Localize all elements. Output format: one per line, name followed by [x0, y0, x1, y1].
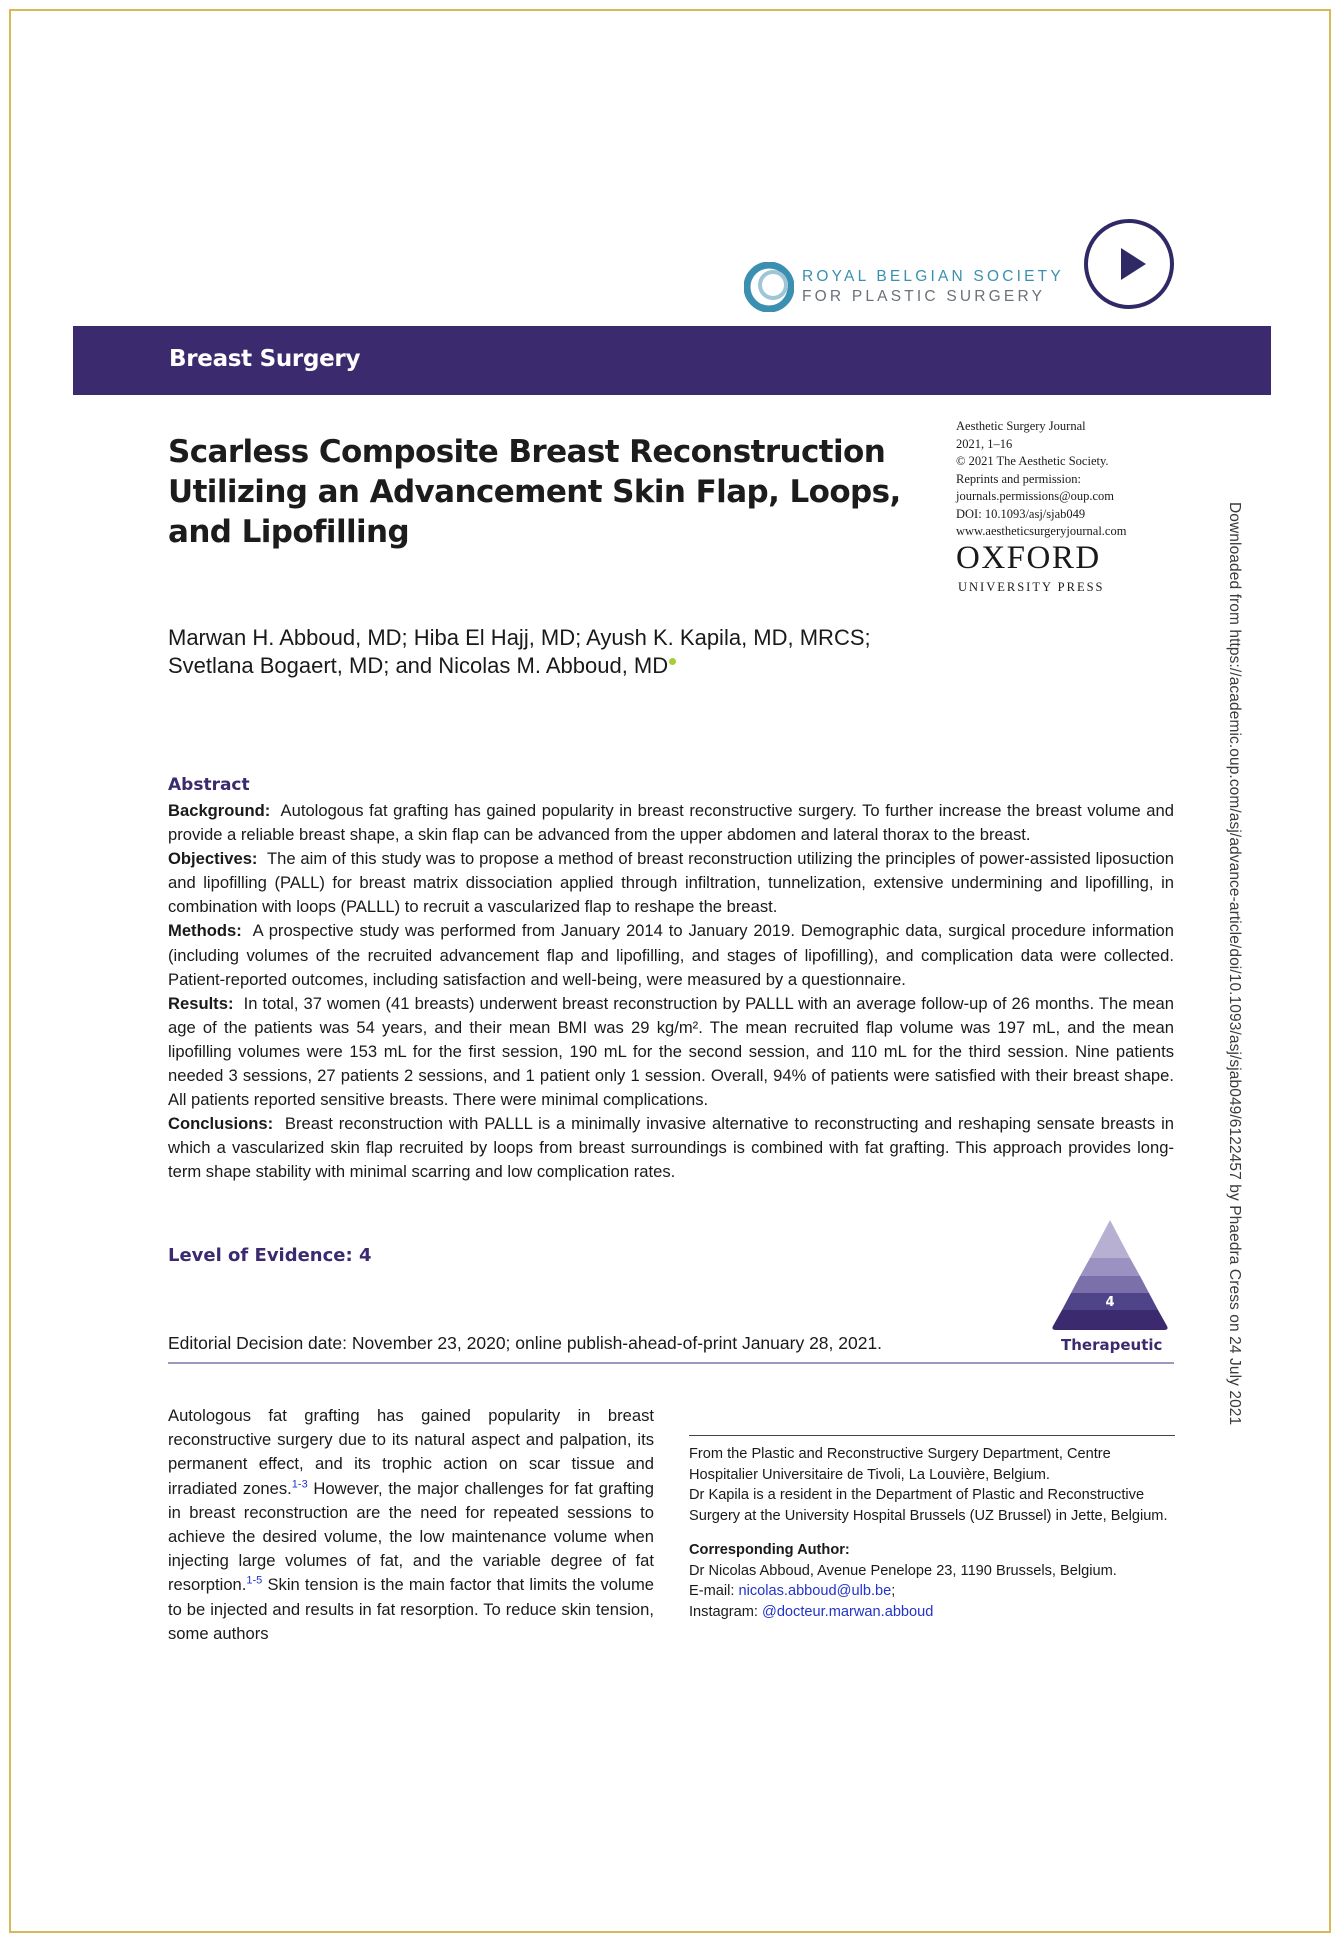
abstract-label: Background: [168, 801, 271, 820]
author-line-2: Svetlana Bogaert, MD; and Nicolas M. Abboud, MD [168, 653, 669, 678]
email-link[interactable]: nicolas.abboud@ulb.be [738, 1583, 892, 1599]
journal-reprints: Reprints and permission: [956, 471, 1081, 486]
author-list [168, 624, 928, 680]
journal-name: Aesthetic Surgery Journal [956, 419, 1086, 433]
affiliation-note: Dr Kapila is a resident in the Department of Plastic and Reconstructive Surgery at the University Hospital Brussels (UZ Brussel) in Jette, Belgium. [689, 1487, 1168, 1524]
instagram-label: Instagram: [689, 1603, 762, 1620]
abstract-text: The aim of this study was to propose a method of breast reconstruction utilizing the principles of power-assisted liposuction and lipofilling (PALL) for breast matrix dissociation applied through infiltration, tunnelization, extensive undermining and lipofilling, in combination with loops (PALLL) to recruit a vascularized flap to reshape the breast. [168, 849, 1174, 917]
abstract-methods [168, 919, 1174, 991]
abstract-label: Objectives: [168, 849, 258, 869]
evidence-category: Therapeutic [1061, 1336, 1163, 1354]
publisher-subtitle: UNIVERSITY PRESS [958, 580, 1105, 594]
journal-permissions-email[interactable]: journals.permissions@oup.com [956, 489, 1115, 503]
editorial-date: Editorial Decision date: November 23, 2020; online publish-ahead-of-print January 28, 2021. [168, 1333, 883, 1353]
download-note: Downloaded from https://academic.oup.com/asj/advance-article/doi/10.1093/asj/sjab049/6122457 by Phaedra Cress on 24 July 2021 [1226, 502, 1243, 1426]
affiliation-block [689, 1444, 1175, 1622]
abstract-label: Methods: [168, 921, 242, 941]
abstract-objectives [168, 847, 1174, 919]
play-video-button[interactable] [1084, 219, 1174, 309]
abstract-background [168, 799, 1174, 847]
body-text-1: Autologous fat grafting has gained popularity in breast reconstructive surgery due to its natural aspect and palpation, its permanent effect, and its trophic action on scar tissue and irradiated zones. [168, 1406, 654, 1498]
abstract-conclusions [168, 1112, 1174, 1184]
abstract-label: Results: [168, 993, 234, 1013]
evidence-pyramid-icon [1043, 1218, 1177, 1336]
journal-volume: 2021, 1–16 [956, 436, 1013, 451]
journal-doi[interactable]: DOI: 10.1093/asj/sjab049 [956, 506, 1086, 521]
abstract-text: In total, 37 women (41 breasts) underwent breast reconstruction by PALLL with an average follow-up of 26 months. The mean age of the patients was 54 years, and their mean BMI was 29 kg/m². The mean recruited flap volume was 197 mL, and the mean lipofilling volumes were 153 mL for the first session, 190 mL for the second session, and 110 mL for the third session. Nine patients needed 3 sessions, 27 patients 2 sessions, and 1 patient only 1 session. Overall, 94% of patients were satisfied with their breast shape. All patients reported sensitive breasts. There were minimal complications. [168, 993, 1174, 1110]
abstract-label: Conclusions: [168, 1114, 274, 1134]
abstract-body [168, 799, 1174, 1185]
article-title: Scarless Composite Breast Reconstruction Utilizing an Advancement Skin Flap, Loops, and Lipofilling [168, 434, 901, 550]
divider [168, 1362, 1174, 1364]
corresponding-author-address: Dr Nicolas Abboud, Avenue Penelope 23, 1190 Brussels, Belgium. [689, 1562, 1117, 1579]
body-paragraph [168, 1404, 654, 1646]
author-line-2-wrap [168, 652, 928, 680]
email-line [689, 1581, 1175, 1602]
orcid-icon[interactable] [669, 658, 676, 665]
journal-info [956, 418, 1156, 541]
affiliation-from: From the Plastic and Reconstructive Surgery Department, Centre Hospitalier Universitaire de Tivoli, La Louvière, Belgium. [689, 1446, 1111, 1483]
email-suffix: ; [891, 1583, 896, 1599]
citation-link[interactable]: 1-3 [291, 1478, 308, 1491]
society-logo [740, 258, 1064, 314]
section-banner [73, 326, 1271, 395]
level-of-evidence: Level of Evidence: 4 [168, 1245, 372, 1266]
body-text-3: Skin tension is the main factor that limits the volume to be injected and results in fat resorption. To reduce skin tension, some authors [168, 1575, 654, 1643]
section-label: Breast Surgery [169, 346, 361, 372]
abstract-heading: Abstract [168, 775, 250, 795]
abstract-results [168, 992, 1174, 1112]
affiliation-divider [689, 1435, 1175, 1436]
society-name-line2: FOR PLASTIC SURGERY [802, 288, 1046, 305]
pyramid-level: 4 [1105, 1295, 1115, 1310]
publisher-logo: OXFORD [956, 540, 1101, 576]
society-logo-icon [744, 262, 794, 312]
journal-copyright: © 2021 The Aesthetic Society. [956, 454, 1109, 468]
body-text-2: However, the major challenges for fat grafting in breast reconstruction are the need for repeated sessions to achieve the desired volume, the low maintenance volume when injecting large volumes of fat, and the variable degree of fat resorption. [168, 1478, 654, 1595]
abstract-text: Autologous fat grafting has gained popularity in breast reconstructive surgery. To further increase the breast volume and provide a reliable breast shape, a skin flap can be advanced from the upper abdomen and lateral thorax to the breast. [168, 801, 1174, 845]
instagram-link[interactable]: @docteur.marwan.abboud [762, 1603, 934, 1620]
abstract-text: A prospective study was performed from January 2014 to January 2019. Demographic data, surgical procedure information (including volumes of the recruited advancement flap and lipofilling, and stages of lipofilling), and complication data were collected. Patient-reported outcomes, including satisfaction and well-being, were measured by a questionnaire. [168, 921, 1175, 989]
play-icon [1088, 223, 1170, 305]
society-name-line1: ROYAL BELGIAN SOCIETY [802, 268, 1064, 285]
author-line-1: Marwan H. Abboud, MD; Hiba El Hajj, MD; Ayush K. Kapila, MD, MRCS; [168, 625, 871, 650]
citation-link[interactable]: 1-5 [246, 1574, 263, 1587]
email-label: E-mail: [689, 1583, 739, 1599]
journal-website[interactable]: www.aestheticsurgeryjournal.com [956, 524, 1127, 538]
instagram-line [689, 1602, 1175, 1623]
corresponding-author-heading: Corresponding Author: [689, 1542, 850, 1558]
abstract-text: Breast reconstruction with PALLL is a minimally invasive alternative to reconstructing and reshaping sensate breasts in which a vascularized skin flap recruited by loops from breast surroundings is combined with fat grafting. This approach provides long-term shape stability with minimal scarring and low complication rates. [168, 1114, 1174, 1182]
